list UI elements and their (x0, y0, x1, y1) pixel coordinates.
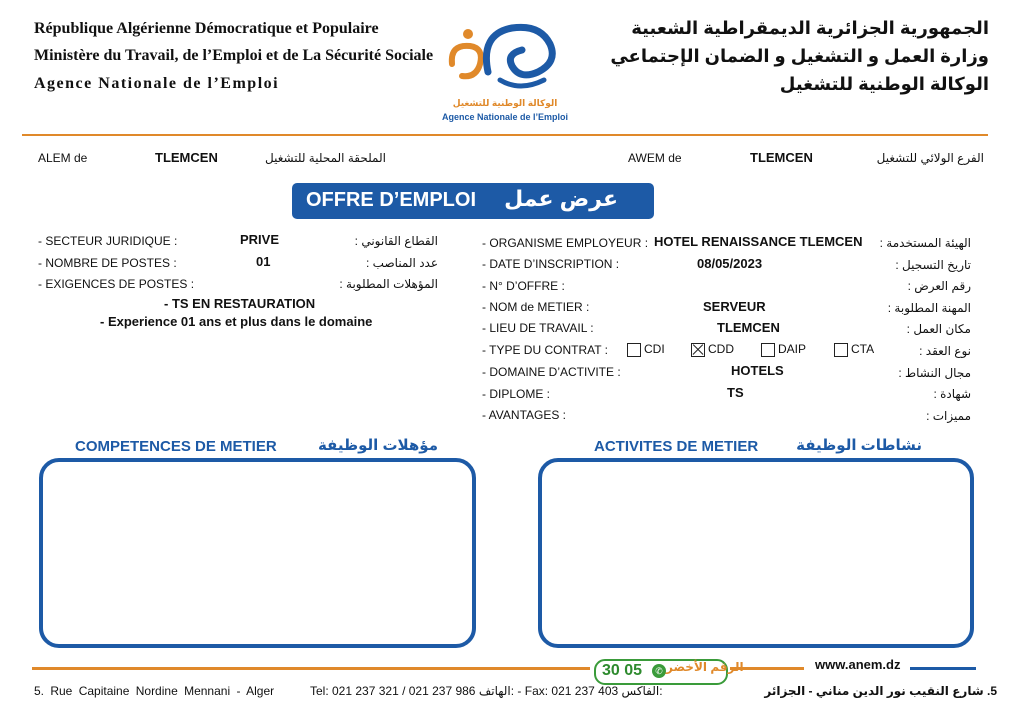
competences-box[interactable] (39, 458, 476, 648)
contrat-ar: نوع العقد : (919, 344, 971, 358)
date-ar: تاريخ التسجيل : (895, 258, 971, 272)
secteur-label: - SECTEUR JURIDIQUE : (38, 234, 178, 248)
awem-label: AWEM de (628, 151, 682, 165)
address-ar: 5. شارع النقيب نور الدين مناني - الجزائر (764, 684, 997, 698)
exigence-item: - TS EN RESTAURATION (164, 296, 316, 311)
checkbox-icon[interactable] (834, 343, 848, 357)
domaine-ar: مجال النشاط : (898, 366, 971, 380)
contrat-option-cta[interactable]: CTA (834, 342, 874, 357)
checkbox-icon[interactable] (761, 343, 775, 357)
postes-value: 01 (256, 254, 271, 269)
green-number-label: الرقم الأخضر (666, 660, 744, 674)
contrat-option-cdi[interactable]: CDI (627, 342, 665, 357)
contrat-label: - TYPE DU CONTRAT : (482, 343, 609, 357)
title-fr: OFFRE D’EMPLOI (306, 189, 476, 211)
date-label: - DATE D’INSCRIPTION : (482, 257, 620, 271)
contrat-option-daip[interactable]: DAIP (761, 342, 806, 357)
domaine-label: - DOMAINE D’ACTIVITE : (482, 365, 621, 379)
awem-value: TLEMCEN (750, 150, 813, 165)
organisme-label: - ORGANISME EMPLOYEUR : (482, 236, 649, 250)
activites-box[interactable] (538, 458, 974, 648)
anem-logo (440, 14, 570, 126)
lieu-value: TLEMCEN (717, 320, 780, 335)
contact-tel-fax: Tel: 021 237 321 / 021 237 986 الهاتف: - Fax: 021 237 403 الفاكس: (310, 684, 663, 698)
diplome-value: TS (727, 385, 744, 400)
checkbox-checked-icon[interactable] (691, 343, 705, 357)
anem-logo-mark (440, 14, 570, 94)
date-value: 08/05/2023 (697, 256, 763, 271)
diplome-label: - DIPLOME : (482, 387, 551, 401)
title-ar: عرض عمل (504, 186, 618, 211)
awem-ar: الفرع الولائي للتشغيل (876, 151, 984, 165)
alem-ar: الملحقة المحلية للتشغيل (265, 151, 386, 165)
offre-ar: رقم العرض : (907, 279, 971, 293)
organisme-value: HOTEL RENAISSANCE TLEMCEN (654, 234, 863, 249)
exigences-ar: المؤهلات المطلوبة : (339, 277, 438, 291)
header-ar-republic: الجمهورية الجزائرية الديمقراطية الشعبية (631, 18, 989, 38)
competences-heading: COMPETENCES DE METIER (75, 438, 277, 455)
checkbox-icon[interactable] (627, 343, 641, 357)
exigences-label: - EXIGENCES DE POSTES : (38, 277, 195, 291)
header-fr-republic: République Algérienne Démocratique et Populaire (34, 20, 379, 37)
avantages-label: - AVANTAGES : (482, 408, 567, 422)
green-number: 30 05 (602, 662, 643, 679)
organisme-ar: الهيئة المستخدمة : (879, 236, 971, 250)
header-ar-agency: الوكالة الوطنية للتشغيل (779, 74, 989, 94)
postes-ar: عدد المناصب : (366, 256, 438, 270)
header-fr-agency: Agence Nationale de l’Emploi (34, 75, 280, 92)
diplome-ar: شهادة : (933, 387, 971, 401)
lieu-label: - LIEU DE TRAVAIL : (482, 321, 594, 335)
domaine-value: HOTELS (731, 363, 784, 378)
header-fr-ministry: Ministère du Travail, de l’Emploi et de La Sécurité Sociale (34, 47, 434, 64)
competences-heading-ar: مؤهلات الوظيفة (317, 437, 438, 454)
offre-label: - N° D’OFFRE : (482, 279, 565, 293)
offer-title-bar (292, 183, 654, 219)
contrat-option-cdd[interactable]: CDD (691, 342, 734, 357)
header-ar-ministry: وزارة العمل و التشغيل و الضمان الإجتماعي (610, 46, 989, 66)
exigence-item: - Experience 01 ans et plus dans le domaine (100, 314, 373, 329)
phone-icon: ✆ (652, 664, 666, 678)
logo-ar-text: الوكالة الوطنية للتشغيل (452, 98, 558, 108)
metier-value: SERVEUR (703, 299, 766, 314)
address-fr: 5. Rue Capitaine Nordine Mennani - Alger (34, 684, 275, 698)
footer-rule-blue (910, 667, 976, 670)
activites-heading-ar: نشاطات الوظيفة (796, 437, 922, 454)
secteur-value: PRIVE (240, 232, 280, 247)
alem-label: ALEM de (38, 151, 88, 165)
header-divider (22, 134, 988, 136)
postes-label: - NOMBRE DE POSTES : (38, 256, 177, 270)
logo-fr-text: Agence Nationale de l’Emploi (441, 112, 569, 122)
avantages-ar: مميزات : (926, 409, 971, 423)
secteur-ar: القطاع القانوني : (354, 234, 438, 248)
lieu-ar: مكان العمل : (906, 322, 971, 336)
activites-heading: ACTIVITES DE METIER (594, 438, 759, 455)
metier-ar: المهنة المطلوبة : (887, 301, 971, 315)
footer-rule-orange (32, 667, 590, 670)
alem-value: TLEMCEN (155, 150, 218, 165)
metier-label: - NOM de METIER : (482, 300, 590, 314)
website-link[interactable]: www.anem.dz (815, 657, 901, 672)
